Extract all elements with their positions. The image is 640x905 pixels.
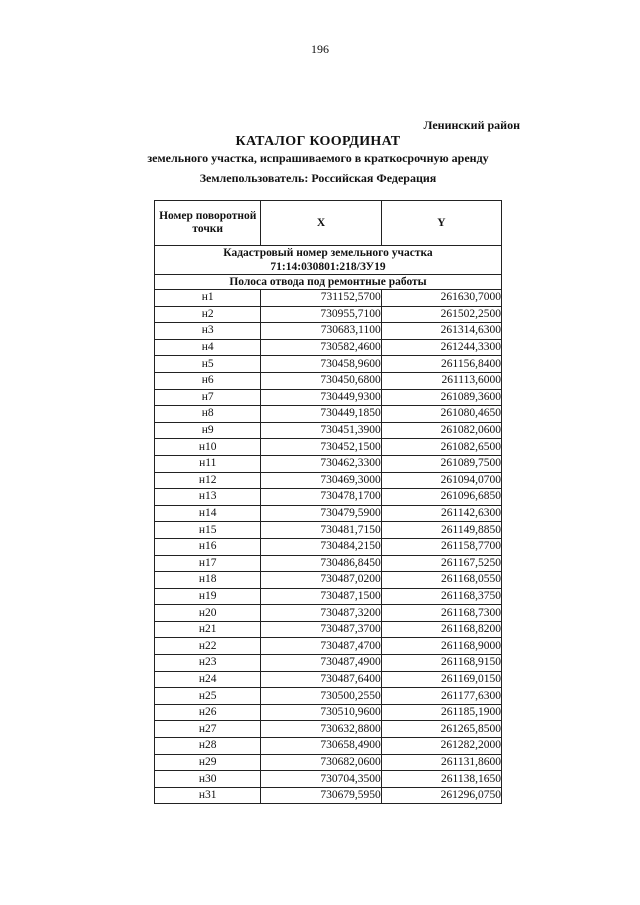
table-row bbox=[155, 671, 502, 688]
table-row bbox=[155, 489, 502, 506]
y-coordinate-cell: 261131,8600 bbox=[381, 754, 501, 771]
table-row bbox=[155, 306, 502, 323]
y-coordinate-cell: 261168,8200 bbox=[381, 621, 501, 638]
y-coordinate-cell: 261080,4650 bbox=[381, 406, 501, 423]
point-number-cell: н26 bbox=[155, 704, 261, 721]
cadastral-cell bbox=[155, 246, 502, 275]
x-coordinate-cell: 730451,3900 bbox=[261, 422, 381, 439]
point-number-cell: н27 bbox=[155, 721, 261, 738]
point-number-cell: н30 bbox=[155, 771, 261, 788]
x-coordinate-cell: 730487,3700 bbox=[261, 621, 381, 638]
y-coordinate-cell: 261185,1900 bbox=[381, 704, 501, 721]
table-row bbox=[155, 638, 502, 655]
point-number-cell: н28 bbox=[155, 738, 261, 755]
point-number-cell: н11 bbox=[155, 455, 261, 472]
coordinates-table bbox=[154, 200, 502, 804]
point-number-cell: н1 bbox=[155, 290, 261, 307]
section-label: Полоса отвода под ремонтные работы bbox=[155, 275, 502, 290]
cadastral-row bbox=[155, 246, 502, 275]
table-row bbox=[155, 555, 502, 572]
point-number-cell: н23 bbox=[155, 655, 261, 672]
table-row bbox=[155, 339, 502, 356]
y-coordinate-cell: 261168,7300 bbox=[381, 605, 501, 622]
x-coordinate-cell: 730486,8450 bbox=[261, 555, 381, 572]
point-number-cell: н19 bbox=[155, 588, 261, 605]
table-row bbox=[155, 655, 502, 672]
point-number-cell: н21 bbox=[155, 621, 261, 638]
y-coordinate-cell: 261502,2500 bbox=[381, 306, 501, 323]
x-coordinate-cell: 730487,1500 bbox=[261, 588, 381, 605]
table-row bbox=[155, 588, 502, 605]
table-row bbox=[155, 704, 502, 721]
y-coordinate-cell: 261244,3300 bbox=[381, 339, 501, 356]
y-coordinate-cell: 261177,6300 bbox=[381, 688, 501, 705]
y-coordinate-cell: 261142,6300 bbox=[381, 505, 501, 522]
y-coordinate-cell: 261296,0750 bbox=[381, 787, 501, 804]
table-row bbox=[155, 505, 502, 522]
y-coordinate-cell: 261265,8500 bbox=[381, 721, 501, 738]
page-number: 196 bbox=[311, 42, 329, 56]
land-user: Землепользователь: Российская Федерация bbox=[199, 171, 437, 185]
point-number-cell: н2 bbox=[155, 306, 261, 323]
x-coordinate-cell: 730449,1850 bbox=[261, 406, 381, 423]
point-number-cell: н5 bbox=[155, 356, 261, 373]
x-coordinate-cell: 730582,4600 bbox=[261, 339, 381, 356]
x-coordinate-cell: 730632,8800 bbox=[261, 721, 381, 738]
cadastral-number: 71:14:030801:218/ЗУ19 bbox=[270, 261, 386, 273]
x-coordinate-cell: 730458,9600 bbox=[261, 356, 381, 373]
table-row bbox=[155, 738, 502, 755]
x-coordinate-cell: 730679,5950 bbox=[261, 787, 381, 804]
point-number-cell: н25 bbox=[155, 688, 261, 705]
y-coordinate-cell: 261113,6000 bbox=[381, 372, 501, 389]
point-number-cell: н8 bbox=[155, 406, 261, 423]
table-row bbox=[155, 356, 502, 373]
y-coordinate-cell: 261138,1650 bbox=[381, 771, 501, 788]
y-coordinate-cell: 261168,0550 bbox=[381, 572, 501, 589]
table-row bbox=[155, 522, 502, 539]
y-coordinate-cell: 261096,6850 bbox=[381, 489, 501, 506]
point-number-cell: н31 bbox=[155, 787, 261, 804]
header-y: Y bbox=[381, 201, 501, 246]
table-row bbox=[155, 754, 502, 771]
x-coordinate-cell: 730481,7150 bbox=[261, 522, 381, 539]
y-coordinate-cell: 261089,7500 bbox=[381, 455, 501, 472]
table-row bbox=[155, 688, 502, 705]
table-row bbox=[155, 721, 502, 738]
y-coordinate-cell: 261089,3600 bbox=[381, 389, 501, 406]
point-number-cell: н24 bbox=[155, 671, 261, 688]
point-number-cell: н29 bbox=[155, 754, 261, 771]
y-coordinate-cell: 261156,8400 bbox=[381, 356, 501, 373]
x-coordinate-cell: 730487,4900 bbox=[261, 655, 381, 672]
y-coordinate-cell: 261314,6300 bbox=[381, 323, 501, 340]
x-coordinate-cell: 730462,3300 bbox=[261, 455, 381, 472]
table-row bbox=[155, 787, 502, 804]
y-coordinate-cell: 261168,3750 bbox=[381, 588, 501, 605]
point-number-cell: н6 bbox=[155, 372, 261, 389]
x-coordinate-cell: 731152,5700 bbox=[261, 290, 381, 307]
point-number-cell: н22 bbox=[155, 638, 261, 655]
table-row bbox=[155, 290, 502, 307]
table-row bbox=[155, 605, 502, 622]
table-row bbox=[155, 771, 502, 788]
x-coordinate-cell: 730955,7100 bbox=[261, 306, 381, 323]
table-header-row bbox=[155, 201, 502, 246]
x-coordinate-cell: 730500,2550 bbox=[261, 688, 381, 705]
x-coordinate-cell: 730487,6400 bbox=[261, 671, 381, 688]
x-coordinate-cell: 730487,3200 bbox=[261, 605, 381, 622]
table-row bbox=[155, 372, 502, 389]
x-coordinate-cell: 730449,9300 bbox=[261, 389, 381, 406]
point-number-cell: н18 bbox=[155, 572, 261, 589]
table-row bbox=[155, 422, 502, 439]
point-number-cell: н13 bbox=[155, 489, 261, 506]
table-row bbox=[155, 572, 502, 589]
point-number-cell: н14 bbox=[155, 505, 261, 522]
x-coordinate-cell: 730683,1100 bbox=[261, 323, 381, 340]
y-coordinate-cell: 261158,7700 bbox=[381, 538, 501, 555]
catalog-subtitle: земельного участка, испрашиваемого в краткосрочную аренду bbox=[147, 151, 489, 165]
point-number-cell: н12 bbox=[155, 472, 261, 489]
y-coordinate-cell: 261082,0600 bbox=[381, 422, 501, 439]
point-number-cell: н16 bbox=[155, 538, 261, 555]
table-row bbox=[155, 323, 502, 340]
x-coordinate-cell: 730469,3000 bbox=[261, 472, 381, 489]
y-coordinate-cell: 261630,7000 bbox=[381, 290, 501, 307]
x-coordinate-cell: 730450,6800 bbox=[261, 372, 381, 389]
y-coordinate-cell: 261149,8850 bbox=[381, 522, 501, 539]
x-coordinate-cell: 730479,5900 bbox=[261, 505, 381, 522]
x-coordinate-cell: 730487,4700 bbox=[261, 638, 381, 655]
point-number-cell: н7 bbox=[155, 389, 261, 406]
table-row bbox=[155, 538, 502, 555]
y-coordinate-cell: 261082,6500 bbox=[381, 439, 501, 456]
x-coordinate-cell: 730452,1500 bbox=[261, 439, 381, 456]
header-x: X bbox=[261, 201, 381, 246]
point-number-cell: н15 bbox=[155, 522, 261, 539]
x-coordinate-cell: 730682,0600 bbox=[261, 754, 381, 771]
y-coordinate-cell: 261168,9150 bbox=[381, 655, 501, 672]
x-coordinate-cell: 730484,2150 bbox=[261, 538, 381, 555]
table-row bbox=[155, 406, 502, 423]
cadastral-label: Кадастровый номер земельного участка bbox=[223, 247, 433, 259]
table-row bbox=[155, 389, 502, 406]
point-number-cell: н10 bbox=[155, 439, 261, 456]
table-row bbox=[155, 472, 502, 489]
table-row bbox=[155, 455, 502, 472]
point-number-cell: н17 bbox=[155, 555, 261, 572]
district-label: Ленинский район bbox=[423, 118, 520, 132]
y-coordinate-cell: 261167,5250 bbox=[381, 555, 501, 572]
y-coordinate-cell: 261169,0150 bbox=[381, 671, 501, 688]
x-coordinate-cell: 730510,9600 bbox=[261, 704, 381, 721]
point-number-cell: н9 bbox=[155, 422, 261, 439]
x-coordinate-cell: 730704,3500 bbox=[261, 771, 381, 788]
y-coordinate-cell: 261094,0700 bbox=[381, 472, 501, 489]
y-coordinate-cell: 261168,9000 bbox=[381, 638, 501, 655]
table-row bbox=[155, 621, 502, 638]
catalog-title: КАТАЛОГ КООРДИНАТ bbox=[235, 134, 401, 149]
section-row bbox=[155, 275, 502, 290]
x-coordinate-cell: 730478,1700 bbox=[261, 489, 381, 506]
y-coordinate-cell: 261282,2000 bbox=[381, 738, 501, 755]
point-number-cell: н4 bbox=[155, 339, 261, 356]
table-row bbox=[155, 439, 502, 456]
header-point-number: Номер поворотной точки bbox=[155, 201, 261, 246]
point-number-cell: н20 bbox=[155, 605, 261, 622]
point-number-cell: н3 bbox=[155, 323, 261, 340]
x-coordinate-cell: 730658,4900 bbox=[261, 738, 381, 755]
x-coordinate-cell: 730487,0200 bbox=[261, 572, 381, 589]
